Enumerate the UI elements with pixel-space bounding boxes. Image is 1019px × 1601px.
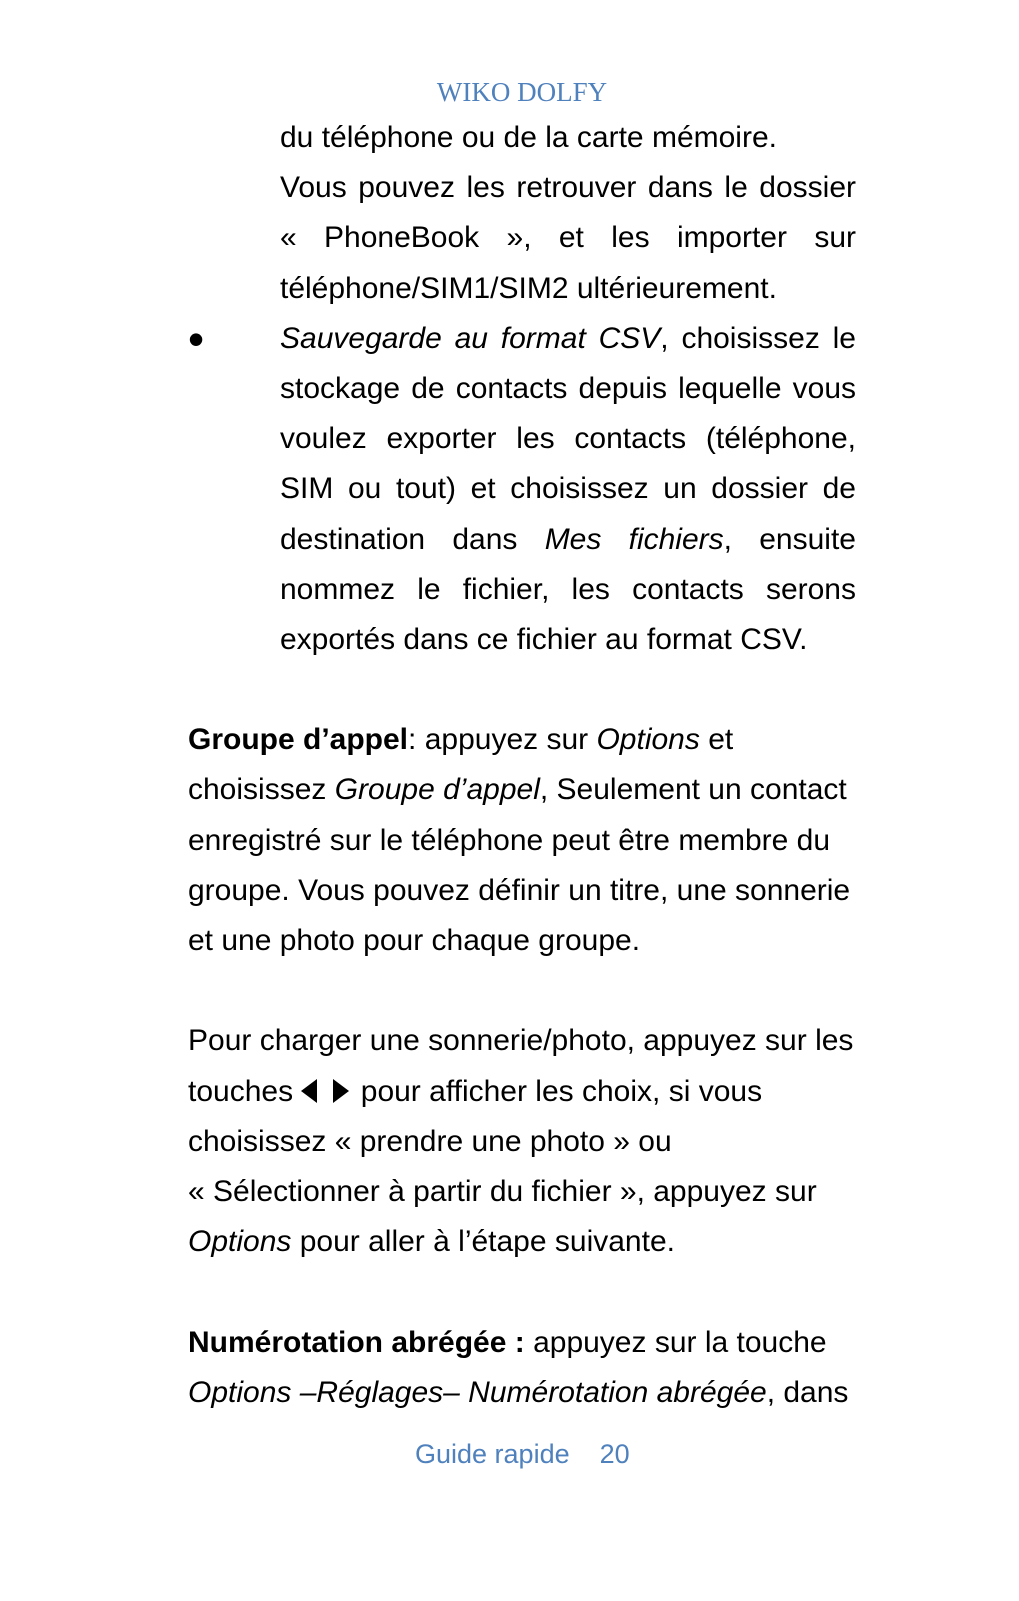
text-segment: pour afficher les choix, si vous <box>352 1074 763 1108</box>
text-segment: , Seulement un contact <box>539 773 847 807</box>
text-segment: pour aller à l’étape suivante. <box>291 1225 675 1259</box>
text-line <box>188 1016 856 1066</box>
footer-label: Guide rapide <box>415 1439 570 1469</box>
text-segment: choisissez « prendre une photo » ou <box>188 1124 672 1158</box>
call-group-paragraph <box>0 715 1019 966</box>
bold-text: Numérotation abrégée : <box>188 1325 525 1359</box>
text-segment: exportés dans ce fichier au format CSV. <box>280 622 808 656</box>
left-triangle-icon-graphic <box>301 1079 317 1103</box>
text-line: « PhoneBook », et les importer sur <box>280 221 856 255</box>
left-triangle-icon <box>301 1079 317 1103</box>
text-segment: appuyez sur la touche <box>524 1325 827 1359</box>
text-segment: et une photo pour chaque groupe. <box>188 924 641 957</box>
blank-line <box>0 1267 1019 1317</box>
text-segment: SIM ou tout) et choisissez un dossier de <box>280 472 856 506</box>
text-segment: , choisissez le <box>660 321 856 355</box>
text-line <box>188 1318 856 1368</box>
csv-export-list-item <box>0 314 1019 665</box>
text-segment: stockage de contacts depuis lequelle vous <box>280 371 856 405</box>
text-line <box>188 1067 856 1117</box>
italic-text: Sauvegarde au format CSV <box>280 321 661 355</box>
navigation-keys <box>301 1067 349 1117</box>
text-line: Vous pouvez les retrouver dans le dossier <box>280 171 856 205</box>
text-line <box>280 565 856 615</box>
text-segment: voulez exporter les contacts (téléphone, <box>280 422 856 456</box>
page-footer <box>415 1434 630 1474</box>
text-line <box>188 765 856 815</box>
italic-text: Options <box>188 1225 292 1259</box>
text-line <box>188 1217 856 1267</box>
text-line <box>188 916 856 966</box>
right-triangle-icon-graphic <box>333 1079 349 1103</box>
text-segment: enregistré sur le téléphone peut être membre du <box>188 823 831 857</box>
text-segment: groupe. Vous pouvez définir un titre, une sonnerie <box>188 873 851 907</box>
italic-text: Options –Réglages– Numérotation abrégée <box>188 1375 767 1409</box>
text-line <box>188 1368 856 1418</box>
text-line <box>188 866 856 916</box>
text-line <box>188 1117 856 1167</box>
text-segment: « Sélectionner à partir du fichier », appuyez sur <box>188 1174 817 1208</box>
page-number: 20 <box>599 1439 630 1469</box>
bold-text: Groupe d’appel <box>188 723 409 757</box>
text-segment: , dans <box>766 1375 849 1409</box>
text-line <box>280 515 856 565</box>
text-line: téléphone/SIM1/SIM2 ultérieurement. <box>280 271 777 305</box>
italic-text: Groupe d’appel <box>334 773 540 807</box>
text-line <box>188 312 856 365</box>
speed-dial-paragraph <box>0 1318 1019 1418</box>
text-line <box>188 1167 856 1217</box>
text-line: du téléphone ou de la carte mémoire. <box>280 121 777 154</box>
text-segment: nommez le fichier, les contacts serons <box>280 572 856 606</box>
text-line <box>280 414 856 464</box>
text-line <box>280 615 856 665</box>
text-line <box>188 816 856 866</box>
text-segment: touches <box>188 1074 302 1108</box>
text-segment: et <box>699 723 734 757</box>
text-segment: : appuyez sur <box>408 723 597 757</box>
right-triangle-icon <box>333 1079 349 1103</box>
text-segment: , ensuite <box>723 522 856 556</box>
italic-text: Options <box>596 723 700 757</box>
ringtone-photo-paragraph <box>0 1016 1019 1267</box>
text-line <box>280 364 856 414</box>
blank-line <box>0 665 1019 715</box>
text-segment: Pour charger une sonnerie/photo, appuyez sur les <box>188 1024 854 1058</box>
text-segment: choisissez <box>188 773 335 807</box>
text-segment: destination dans <box>280 522 545 556</box>
blank-line <box>0 966 1019 1016</box>
phonebook-export-text <box>0 113 1019 314</box>
italic-text: Mes fichiers <box>544 522 724 556</box>
list-bullet: • <box>188 312 205 365</box>
text-line <box>280 464 856 514</box>
text-line <box>188 715 856 765</box>
running-header: WIKO DOLFY <box>436 77 608 107</box>
page-body <box>0 113 1019 1418</box>
